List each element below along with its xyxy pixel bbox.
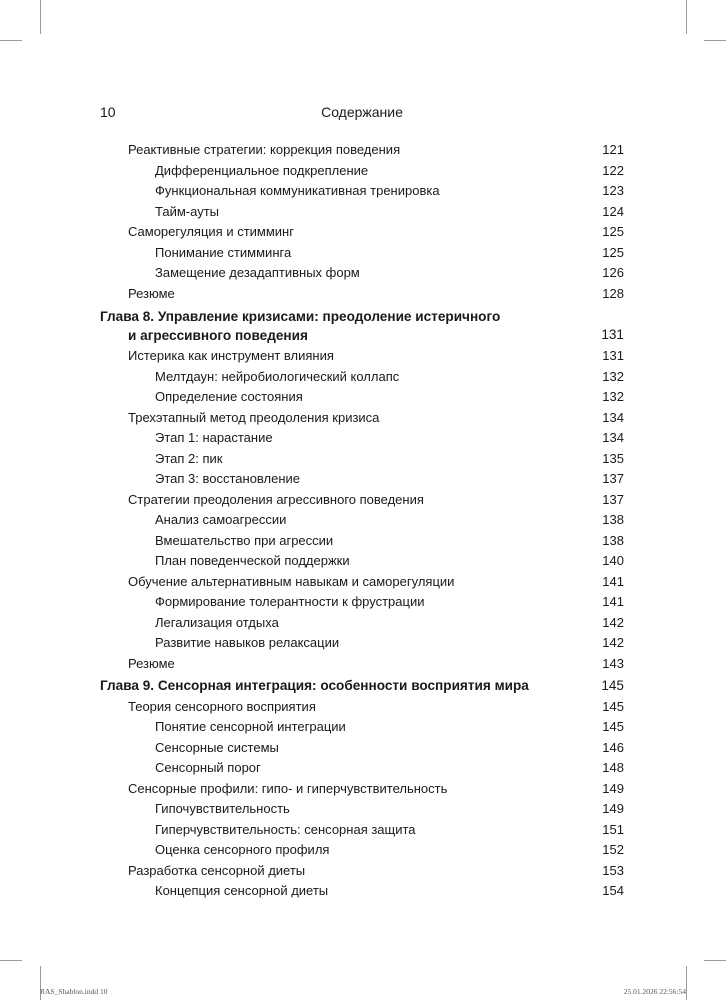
toc-entry [100,346,624,367]
crop-mark-left-top [0,40,22,41]
toc-entry-title: Саморегуляция и стимминг [128,224,294,239]
toc-entry-title: Сенсорные системы [155,739,279,755]
toc-entry-page: 151 [602,821,624,837]
toc-entry-title: Понимание стимминга [155,244,292,260]
toc-entry-page: 126 [602,265,624,280]
toc-entry [100,572,624,593]
toc-entry [100,531,624,552]
toc-entry-page: 141 [602,594,624,609]
toc-entry-page: 146 [602,739,624,755]
toc-entry [100,140,624,161]
toc-entry-page: 121 [602,142,624,157]
toc-entry [100,861,624,882]
crop-mark-right-bottom [704,960,726,961]
toc-entry-page: 145 [602,719,624,734]
crop-mark-bottom-right [686,966,687,1000]
toc-entry-page: 145 [601,678,624,693]
toc-entry-title-line2: и агрессивного поведения [128,328,308,343]
toc-entry-title: Развитие навыков релаксации [155,635,340,650]
toc-entry-title: Сенсорный порог [155,760,261,775]
toc-entry-title: Резюме [128,655,175,671]
toc-entry-page: 128 [602,285,624,301]
toc-entry-page: 138 [602,532,624,548]
running-head-title: Содержание [321,104,403,120]
toc-entry-title: Функциональная коммуникативная тренировка [155,183,440,198]
toc-entry [100,633,624,654]
toc-entry-title: Легализация отдыха [155,614,279,630]
toc-entry-title: Концепция сенсорной диеты [155,883,329,898]
toc-entry [100,738,624,759]
toc-entry-title: Сенсорные профили: гипо- и гиперчувствительность [128,780,448,796]
toc-entry-page: 142 [602,635,624,650]
toc-entry-page: 132 [602,368,624,384]
toc-entry-page: 137 [602,491,624,507]
toc-entry [100,243,624,264]
toc-entry [100,717,624,738]
toc-entry [100,263,624,284]
toc-entry [100,592,624,613]
toc-entry-title: Тайм-ауты [155,203,219,219]
toc-entry-title: Этап 3: восстановление [155,471,301,486]
toc-entry-page: 137 [602,471,624,486]
toc-entry-page: 141 [602,573,624,589]
toc-entry-title: Истерика как инструмент влияния [128,348,334,363]
toc-entry-page: 149 [602,801,624,816]
toc-entry [100,820,624,841]
crop-mark-top-left [40,0,41,34]
toc-entry-page: 132 [602,389,624,404]
toc-entry-title: Определение состояния [155,389,303,404]
toc-entry-page: 123 [602,183,624,198]
toc-entry [100,551,624,572]
toc-entry-title: Резюме [128,285,175,301]
toc-entry-title: Трехэтапный метод преодоления кризиса [128,409,380,425]
toc-entry-title: Анализ самоагрессии [155,512,287,527]
toc-entry [100,222,624,243]
toc-entry-page: 125 [602,244,624,260]
print-slug-file: RAS_Shablon.indd 10 [40,987,108,996]
toc-chapter-entry [100,676,624,697]
toc-entry-title: Дифференциальное подкрепление [155,162,369,178]
toc-entry-title: Формирование толерантности к фрустрации [155,594,425,609]
toc-chapter-entry [100,306,624,346]
toc-entry-page: 135 [602,450,624,466]
toc-entry-page: 124 [602,203,624,219]
toc-entry-title: Понятие сенсорной интеграции [155,719,346,734]
toc-entry [100,840,624,861]
crop-mark-left-bottom [0,960,22,961]
page-number: 10 [100,104,116,120]
toc-entry-title: План поведенческой поддержки [155,553,350,568]
toc-entry-title: Глава 9. Сенсорная интеграция: особенности восприятия мира [100,678,529,693]
toc-entry [100,181,624,202]
toc-entry [100,613,624,634]
toc-entry [100,881,624,902]
toc-entry-title: Реактивные стратегии: коррекция поведения [128,142,401,157]
toc-entry-title: Разработка сенсорной диеты [128,862,306,878]
toc-entry-page: 134 [602,409,624,425]
toc-entry [100,654,624,675]
toc-entry-page: 140 [602,553,624,568]
toc-entry-title: Стратегии преодоления агрессивного поведения [128,491,424,507]
toc-entry [100,367,624,388]
toc-entry-title: Этап 2: пик [155,450,223,466]
print-slug-timestamp: 25.01.2026 22:56:54 [623,987,686,996]
toc-entry-page: 148 [602,760,624,775]
toc-entry-title [100,307,500,345]
toc-entry [100,758,624,779]
toc-entry [100,697,624,718]
toc-entry-title: Замещение дезадаптивных форм [155,265,360,280]
toc-entry-page: 143 [602,655,624,671]
toc-entry [100,387,624,408]
toc-entry-page: 149 [602,780,624,796]
toc-entry-page: 154 [602,883,624,898]
toc-entry [100,284,624,305]
crop-mark-top-right [686,0,687,34]
toc-entry-page: 131 [601,327,624,342]
toc-entry-title: Мелтдаун: нейробиологический коллапс [155,368,400,384]
toc-entry [100,449,624,470]
toc-entry-title: Гипочувствительность [155,801,290,816]
running-head [100,104,624,126]
toc-entry-page: 142 [602,614,624,630]
toc-entry [100,510,624,531]
toc-entry-title: Гиперчувствительность: сенсорная защита [155,821,416,837]
toc-entry-title: Этап 1: нарастание [155,430,273,445]
toc-entry-title-line1: Глава 8. Управление кризисами: преодоление истеричного [100,309,501,324]
toc-entry-page: 122 [602,162,624,178]
toc-entry [100,408,624,429]
toc-entry [100,779,624,800]
table-of-contents [100,140,624,902]
toc-entry-title: Оценка сенсорного профиля [155,842,330,857]
toc-entry [100,161,624,182]
toc-entry [100,428,624,449]
crop-mark-right-top [704,40,726,41]
toc-entry [100,799,624,820]
toc-entry-page: 152 [602,842,624,857]
toc-entry [100,469,624,490]
toc-entry [100,490,624,511]
toc-entry-page: 138 [602,512,624,527]
toc-entry-title: Вмешательство при агрессии [155,532,334,548]
toc-entry-page: 134 [602,430,624,445]
toc-entry-page: 131 [602,348,624,363]
toc-entry-title: Теория сенсорного восприятия [128,698,316,714]
toc-entry-page: 125 [602,224,624,239]
toc-entry-page: 145 [602,698,624,714]
toc-entry [100,202,624,223]
toc-entry-title: Обучение альтернативным навыкам и саморегуляции [128,573,455,589]
toc-entry-page: 153 [602,862,624,878]
